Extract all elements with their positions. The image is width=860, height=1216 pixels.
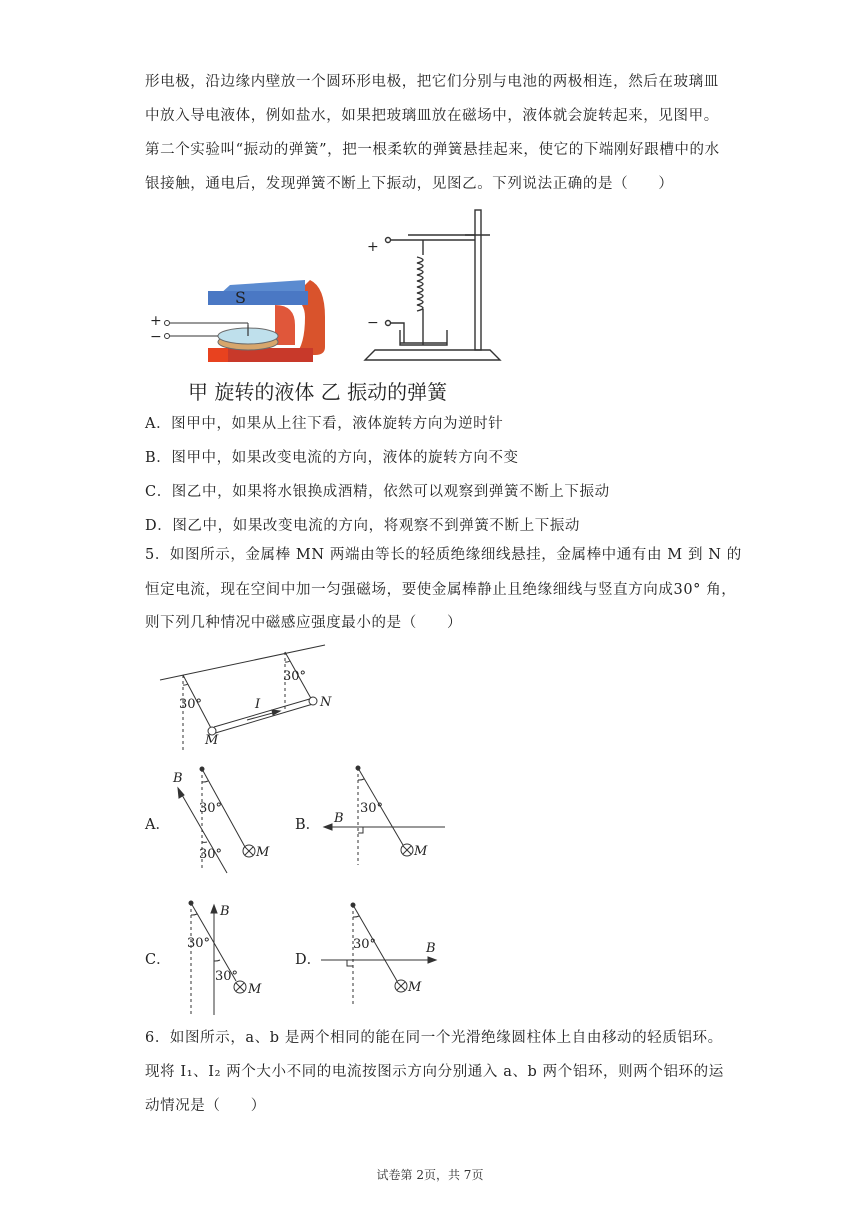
figure-magnet-spring [145,205,525,405]
q5-option-a-figure [165,760,275,880]
q4-option-a: A．图甲中，如果从上往下看，液体旋转方向为逆时针 [145,416,504,432]
option-c-angle-upper: 30° [187,936,211,951]
intro-line-3: 第二个实验叫“振动的弹簧”，把一根柔软的弹簧悬挂起来，使它的下端刚好跟槽中的水 [145,142,720,158]
q5-end-n-label: N [320,695,332,710]
option-c-field-label: B [220,904,230,919]
q4-option-b: B．图甲中，如果改变电流的方向，液体的旋转方向不变 [145,450,519,466]
q5-end-m-label: M [205,733,219,748]
q5-option-d-figure [318,895,458,1010]
intro-line-4: 银接触，通电后，发现弹簧不断上下振动，见图乙。下列说法正确的是（ ） [145,176,674,192]
q6-line-1: 6．如图所示，a、b 是两个相同的能在同一个光滑绝缘圆柱体上自由移动的轻质铝环。 [145,1030,723,1046]
option-a-point-label: M [256,845,270,860]
q5-option-b-figure [318,760,458,870]
option-a-angle-upper: 30° [199,801,223,816]
spring-stand [365,210,500,360]
q5-angle-right: 30° [283,669,307,684]
option-c-point-label: M [248,982,262,997]
q5-line-2: 恒定电流，现在空间中加一匀强磁场，要使金属棒静止且绝缘细线与竖直方向成30° 角， [145,582,737,598]
option-d-point-label: M [408,980,422,995]
q5-option-b-label: B． [295,817,321,833]
q5-option-d-label: D． [295,952,322,968]
q4-option-c: C．图乙中，如果将水银换成酒精，依然可以观察到弹簧不断上下振动 [145,484,610,500]
q5-current-label: I [255,697,261,712]
intro-line-2: 中放入导电液体，例如盐水，如果把玻璃皿放在磁场中，液体就会旋转起来，见图甲。 [145,108,719,124]
figure1-caption: 甲 旋转的液体 乙 振动的弹簧 [188,380,448,404]
option-b-point-label: M [414,844,428,859]
q5-line-3: 则下列几种情况中磁感应强度最小的是（ ） [145,615,463,631]
q5-main-figure [155,640,355,755]
option-b-field-label: B [334,811,344,826]
q5-option-c-figure [165,895,275,1020]
option-a-field-label: B [173,771,183,786]
q5-line-1: 5．如图所示，金属棒 MN 两端由等长的轻质绝缘细线悬挂，金属棒中通有由 M 到 N 的 [145,547,742,563]
plus-label-left: + [150,313,162,329]
magnet-pole-label: S [235,288,246,307]
q6-line-3: 动情况是（ ） [145,1098,266,1114]
page-footer: 试卷第 2页，共 7页 [376,1168,484,1182]
q5-option-a-label: A． [145,817,170,833]
intro-line-1: 形电极，沿边缘内壁放一个圆环形电极，把它们分别与电池的两极相连，然后在玻璃皿 [145,74,719,90]
option-d-field-label: B [426,941,436,956]
option-a-angle-lower: 30° [199,847,223,862]
option-d-angle: 30° [353,937,377,952]
q5-angle-left: 30° [179,697,203,712]
q5-option-c-label: C． [145,952,171,968]
plus-label-right: + [367,239,379,255]
q6-line-2: 现将 I₁、I₂ 两个大小不同的电流按图示方向分别通入 a、b 两个铝环，则两个铝环的运 [145,1064,724,1080]
horseshoe-magnet [150,280,325,362]
minus-label-left: − [150,329,162,345]
q4-option-d: D．图乙中，如果改变电流的方向，将观察不到弹簧不断上下振动 [145,518,581,534]
minus-label-right: − [367,315,379,331]
option-c-angle-lower: 30° [215,969,239,984]
option-b-angle: 30° [360,801,384,816]
